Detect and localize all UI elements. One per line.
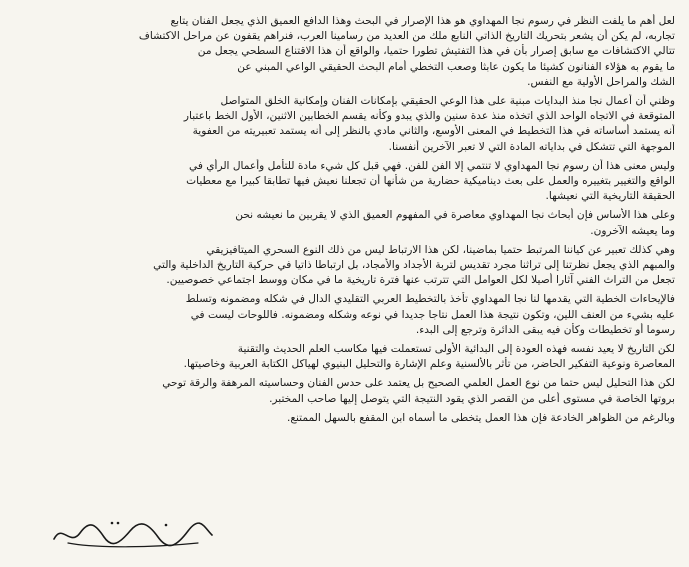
letter-body (14, 14, 675, 426)
text-line: تجاربه، لم يكن أن يشعر بتحريك التاريخ الذاتي النابع ملك من العديد من رسامينا العرب، فنراهم يقفون عن مراحل الاكتشاف (138, 30, 675, 43)
text-line: عليه بشيء من العنف اللين، وتكون نتيجة هذا العمل نتاجا جديدا في نوعه وشكله ومضمونه. فاللوحات ليست في (190, 308, 675, 321)
text-line: وليس معنى هذا أن رسوم نجا المهداوي لا تنتمي إلا الفن للفن. فهي قبل كل شيء مادة للتأمل وأعمال الرأي في (188, 159, 675, 172)
text-line: الحقيقة التاريخية التي نعيشها. (545, 190, 675, 203)
paragraph (14, 376, 675, 406)
text-line: ما يقوم به هؤلاء الفنانون كشيئا ما يكون عابثا وصعب التخطي أمام البحث الحقيقي الواعي المبني عن (237, 60, 675, 73)
paragraph (14, 292, 675, 338)
text-line: فالإيحاءات الخطية التي يقدمها لنا نجا المهداوي تأخذ بالتخطيط العربي التقليدي الدال في شكله ومضمونه وتسلط (185, 293, 675, 306)
text-line: وما يعيشه الآخرون. (590, 224, 675, 237)
paragraph (14, 411, 675, 426)
paragraph (14, 14, 675, 90)
text-line: أنه يستمد أساساته في هذا التخطيط في المعنى الأوسع، والثاني مادي بالنظر إلى أنه يستمد تعبيريته من العفوية (192, 125, 675, 138)
text-line: وهي كذلك تعبير عن كياننا المرتبط حتميا بماضينا، لكن هذا الارتباط ليس من ذلك النوع السحري الميتافيزيقي (206, 243, 675, 256)
text-line: المتوقعة في الاتجاه الواحد الذي اتخذه منذ عدة سنين والذي يبدو وكأنه يقسم الخطابين الاثنين، الأول الخط باعتبار (183, 110, 675, 123)
text-line: المعاصرة ونوعية التفكير الحاضر، من تأثر بالألسنية وعلم الإشارة والتحليل البنيوي لهياكل الكتابة العربية وخاصيتها. (183, 358, 675, 371)
text-line: بروتها الخاصة في مستوى أعلى من القصر الذي يقود النتيجة التي يتوصل إليها صاحب المختبر. (269, 392, 675, 405)
text-line: تتالي الاكتشافات مع سابق إصرار بأن في هذا التفتيش تطورا حتميا، والواقع أن هذا الاقتناع السطحي يجعل من (197, 45, 675, 58)
text-line: وظني أن أعمال نجا منذ البدايات مبنية على هذا الوعي الحقيقي بإمكانات الفنان وإمكانية الخلق المتواصل (220, 95, 675, 108)
text-line: والمبهم الذي يجعل نظرتنا إلى تراثنا مجرد تقديس لتربة الأجداد والأمجاد، بل ارتباطا ذاتيا في حركية التاريخ الداخلية والتي (153, 259, 675, 272)
paragraph (14, 342, 675, 372)
text-line: لكن التاريخ لا يعيد نفسه فهذه العودة إلى البدائية الأولى تستعملت فيها مكاسب العلم الحديث والتقنية (237, 343, 675, 356)
handwritten-signature (48, 513, 218, 553)
text-line: وعلى هذا الأساس فإن أبحاث نجا المهداوي معاصرة في المفهوم العميق الذي لا يقربين ما نعيشه نحن (235, 209, 675, 222)
text-line: رسوما أو تخطيطات وكأن فيه يبقى الدائرة وترجع إلى البدء. (415, 323, 675, 336)
text-line: الواقع والتغيير بتغييره والعمل على بعث ديناميكية حضارية من شأنها أن تجعلنا نعيش فيها تطابقا كبيرا مع معطيات (186, 175, 675, 188)
paragraph (14, 208, 675, 238)
text-line: لعل أهم ما يلفت النظر في رسوم نجا المهداوي هو هذا الإصرار في البحث وهذا الدافع العميق الذي يجعل الفنان يتابع (170, 15, 675, 27)
text-line: الموجهة التي تتشكل في بداياته المادة التي لا تعبر الآخرين أنفسنا. (388, 140, 675, 153)
paragraph (14, 159, 675, 205)
paragraph (14, 243, 675, 289)
text-line: وبالرغم من الظواهر الخادعة فإن هذا العمل يتخطى ما أسماه ابن المقفع بالسهل الممتنع. (286, 411, 675, 424)
text-line: الشك والمراحل الأولية مع النفس. (527, 75, 675, 88)
text-line: لكن هذا التحليل ليس حتما من نوع العمل العلمي الصحيح بل يعتمد على حدس الفنان وحساسيته المرهفة والرقة توحي (162, 377, 675, 390)
text-line: تجعل من التراث الفني آثارا أصيلا لكل العوامل التي تترتب عنها فترة تاريخية ما في مكان ووسط اجتماعي خصوصيين. (166, 274, 675, 287)
paragraph (14, 94, 675, 155)
